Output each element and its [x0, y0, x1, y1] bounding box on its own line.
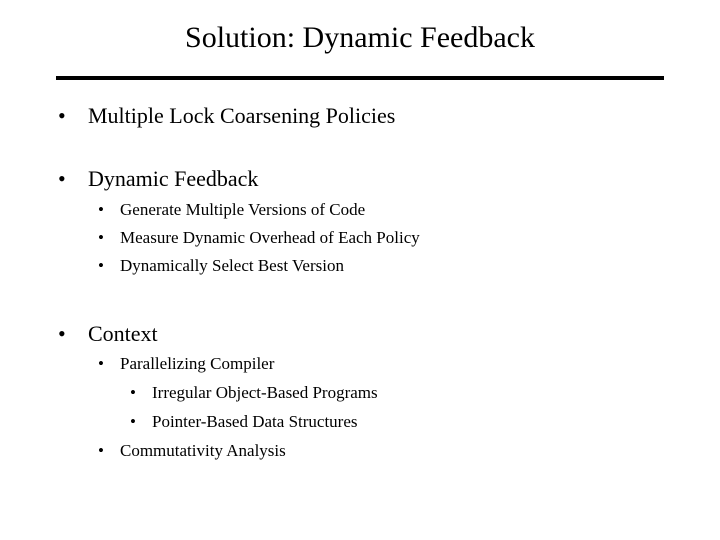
sub-bullet-text: Parallelizing Compiler [120, 354, 275, 373]
sub-bullet-text: Generate Multiple Versions of Code [120, 200, 366, 219]
bullet-icon: • [98, 228, 104, 247]
slide-title: Solution: Dynamic Feedback [185, 21, 535, 54]
bullet-text: Dynamic Feedback [88, 166, 259, 191]
bullet-text: Multiple Lock Coarsening Policies [88, 103, 396, 128]
bullet-text: Context [88, 321, 158, 346]
bullet-icon: • [58, 321, 66, 346]
bullet-icon: • [130, 412, 136, 431]
bullet-icon: • [98, 354, 104, 373]
bullet-icon: • [98, 441, 104, 460]
title-divider [56, 76, 664, 80]
sub-bullet-text: Commutativity Analysis [120, 441, 286, 460]
bullet-icon: • [58, 103, 66, 128]
bullet-icon: • [58, 166, 66, 191]
bullet-icon: • [98, 200, 104, 219]
bullet-icon: • [98, 256, 104, 275]
sub-bullet-text: Dynamically Select Best Version [120, 256, 344, 275]
sub-bullet-text: Measure Dynamic Overhead of Each Policy [120, 228, 420, 247]
sub-sub-bullet-text: Irregular Object-Based Programs [152, 383, 378, 402]
sub-sub-bullet-text: Pointer-Based Data Structures [152, 412, 358, 431]
bullet-icon: • [130, 383, 136, 402]
